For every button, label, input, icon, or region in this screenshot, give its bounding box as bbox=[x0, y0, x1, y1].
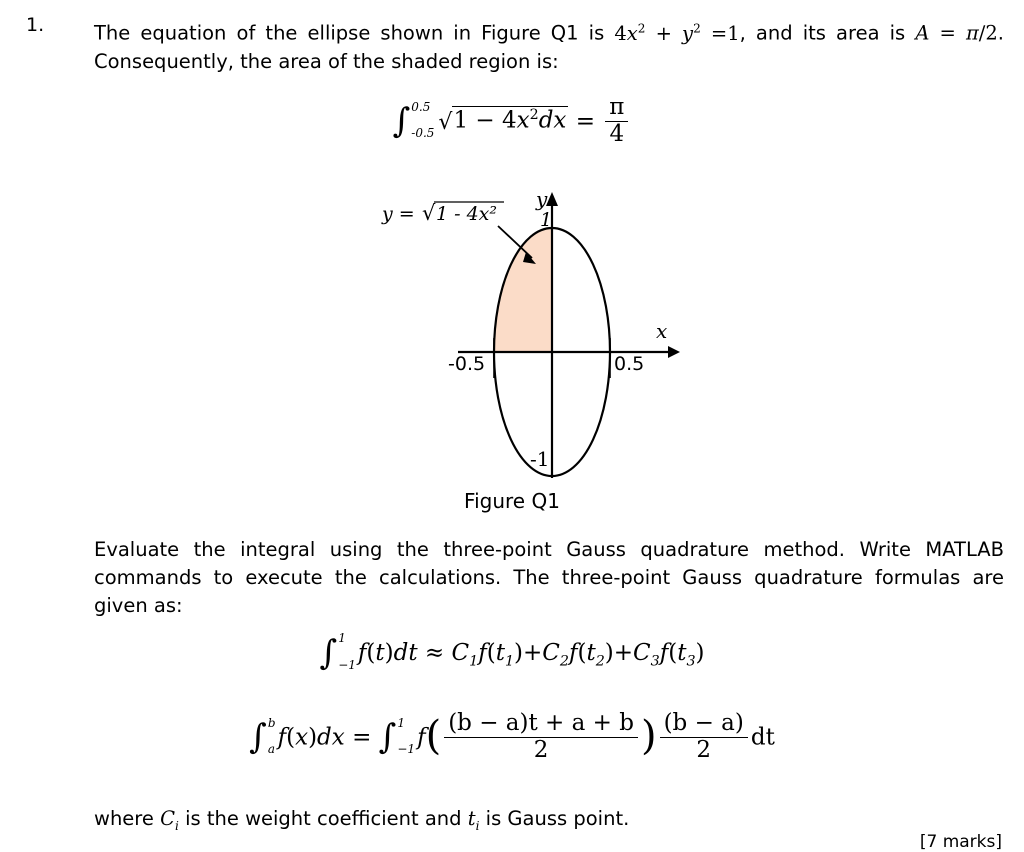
eq3-equals: = bbox=[352, 724, 372, 751]
upper-limit: 0.5 bbox=[411, 99, 431, 114]
figure-caption: Figure Q1 bbox=[464, 489, 560, 513]
upper-limit-2: 1 bbox=[338, 631, 346, 646]
eq3-fraction-2 bbox=[660, 711, 748, 764]
integral-limits-2 bbox=[338, 631, 356, 672]
eq3-frac1-den: 2 bbox=[444, 737, 638, 764]
lower-limit-3b: −1 bbox=[397, 742, 416, 757]
fraction-denominator: 4 bbox=[605, 121, 628, 148]
eq3-frac2-num: (b − a) bbox=[663, 710, 744, 736]
integral-sign: ∫ bbox=[392, 101, 411, 142]
integral-sign-2: ∫ bbox=[319, 633, 338, 673]
eq3-paren-open: ( bbox=[425, 713, 442, 760]
marks-label: [7 marks] bbox=[919, 832, 1002, 852]
question-paragraph-3 bbox=[94, 805, 1004, 840]
eq3-lhs: f(x)dx bbox=[277, 724, 345, 751]
radical-sign: √ bbox=[438, 110, 453, 136]
paragraph1-mid: , and its area is bbox=[739, 21, 916, 45]
ellipse-diagram bbox=[380, 178, 720, 478]
radicand: $1 - 4x^2dx$ bbox=[453, 106, 567, 134]
x-axis-label: x bbox=[656, 319, 668, 343]
curve-label: y = bbox=[382, 203, 415, 225]
eq3-tail: dt bbox=[750, 724, 775, 751]
square-root bbox=[436, 107, 568, 135]
upper-limit-3a: b bbox=[267, 715, 276, 730]
display-equation-3 bbox=[0, 712, 1024, 765]
question-paragraph-2: Evaluate the integral using the three-point Gauss quadrature method. Write MATLAB commands to execute the calculations. The three-point Gauss quadrature formulas are given as: bbox=[94, 538, 1004, 617]
paragraph1-pre: The equation of the ellipse shown in Figure Q1 is bbox=[94, 21, 615, 45]
inline-equation-ellipse: $4x^2 + y^2 =1$ bbox=[614, 21, 740, 45]
inline-equation-area: A = π∕2 bbox=[915, 21, 998, 45]
lower-limit-3a: a bbox=[267, 742, 276, 757]
curve-label-radical: √ bbox=[422, 201, 436, 225]
display-equation-2 bbox=[0, 631, 1024, 673]
paragraph1-post: . Consequently, the area of the shaded region is: bbox=[94, 21, 1004, 73]
eq2-approx: ≈ bbox=[424, 640, 445, 666]
lower-limit: -0.5 bbox=[411, 126, 435, 141]
upper-limit-3b: 1 bbox=[397, 715, 406, 730]
y-axis-arrow bbox=[546, 192, 558, 206]
integral-limits bbox=[411, 99, 435, 141]
integral-sign-3b: ∫ bbox=[378, 717, 397, 758]
tick-left-label: -0.5 bbox=[448, 353, 486, 375]
integral-sign-3a: ∫ bbox=[249, 717, 267, 758]
eq3-frac1-num: (b − a)t + a + b bbox=[448, 710, 634, 736]
symbol-ti: $t_i$ bbox=[467, 807, 480, 833]
eq3-function: f bbox=[417, 724, 426, 751]
eq3-frac2-den: 2 bbox=[660, 737, 748, 764]
figure-q1 bbox=[380, 178, 720, 478]
eq2-rhs: $C_1f(t_1)+C_2f(t_2)+C_3f(t_3)$ bbox=[451, 640, 705, 670]
tick-bottom-label: -1 bbox=[530, 447, 550, 471]
paragraph3-pre: where bbox=[94, 807, 161, 830]
x-axis-arrow bbox=[668, 346, 680, 358]
curve-label-radicand: 1 - 4x² bbox=[436, 203, 498, 225]
integral-limits-3a bbox=[267, 715, 276, 757]
fraction-numerator: π bbox=[609, 94, 625, 120]
paragraph3-mid: is the weight coefficient and bbox=[178, 807, 468, 830]
tick-right-label: 0.5 bbox=[614, 353, 645, 375]
integral-limits-3b bbox=[397, 715, 416, 757]
fraction-pi-over-4 bbox=[605, 95, 628, 148]
symbol-ci: $C_i$ bbox=[160, 807, 179, 833]
equals-sign: = bbox=[575, 108, 595, 135]
display-equation-1 bbox=[0, 96, 1024, 149]
tick-top-label: 1 bbox=[540, 209, 553, 231]
paragraph3-post: is Gauss point. bbox=[479, 807, 630, 830]
question-paragraph-1 bbox=[94, 14, 1004, 76]
eq3-fraction-1 bbox=[444, 711, 638, 764]
question-number: 1. bbox=[26, 14, 45, 36]
eq2-lhs: f(t)dt bbox=[357, 640, 418, 666]
y-axis-label: y bbox=[536, 187, 548, 211]
lower-limit-2: −1 bbox=[338, 658, 356, 672]
eq3-paren-close: ) bbox=[640, 713, 657, 760]
